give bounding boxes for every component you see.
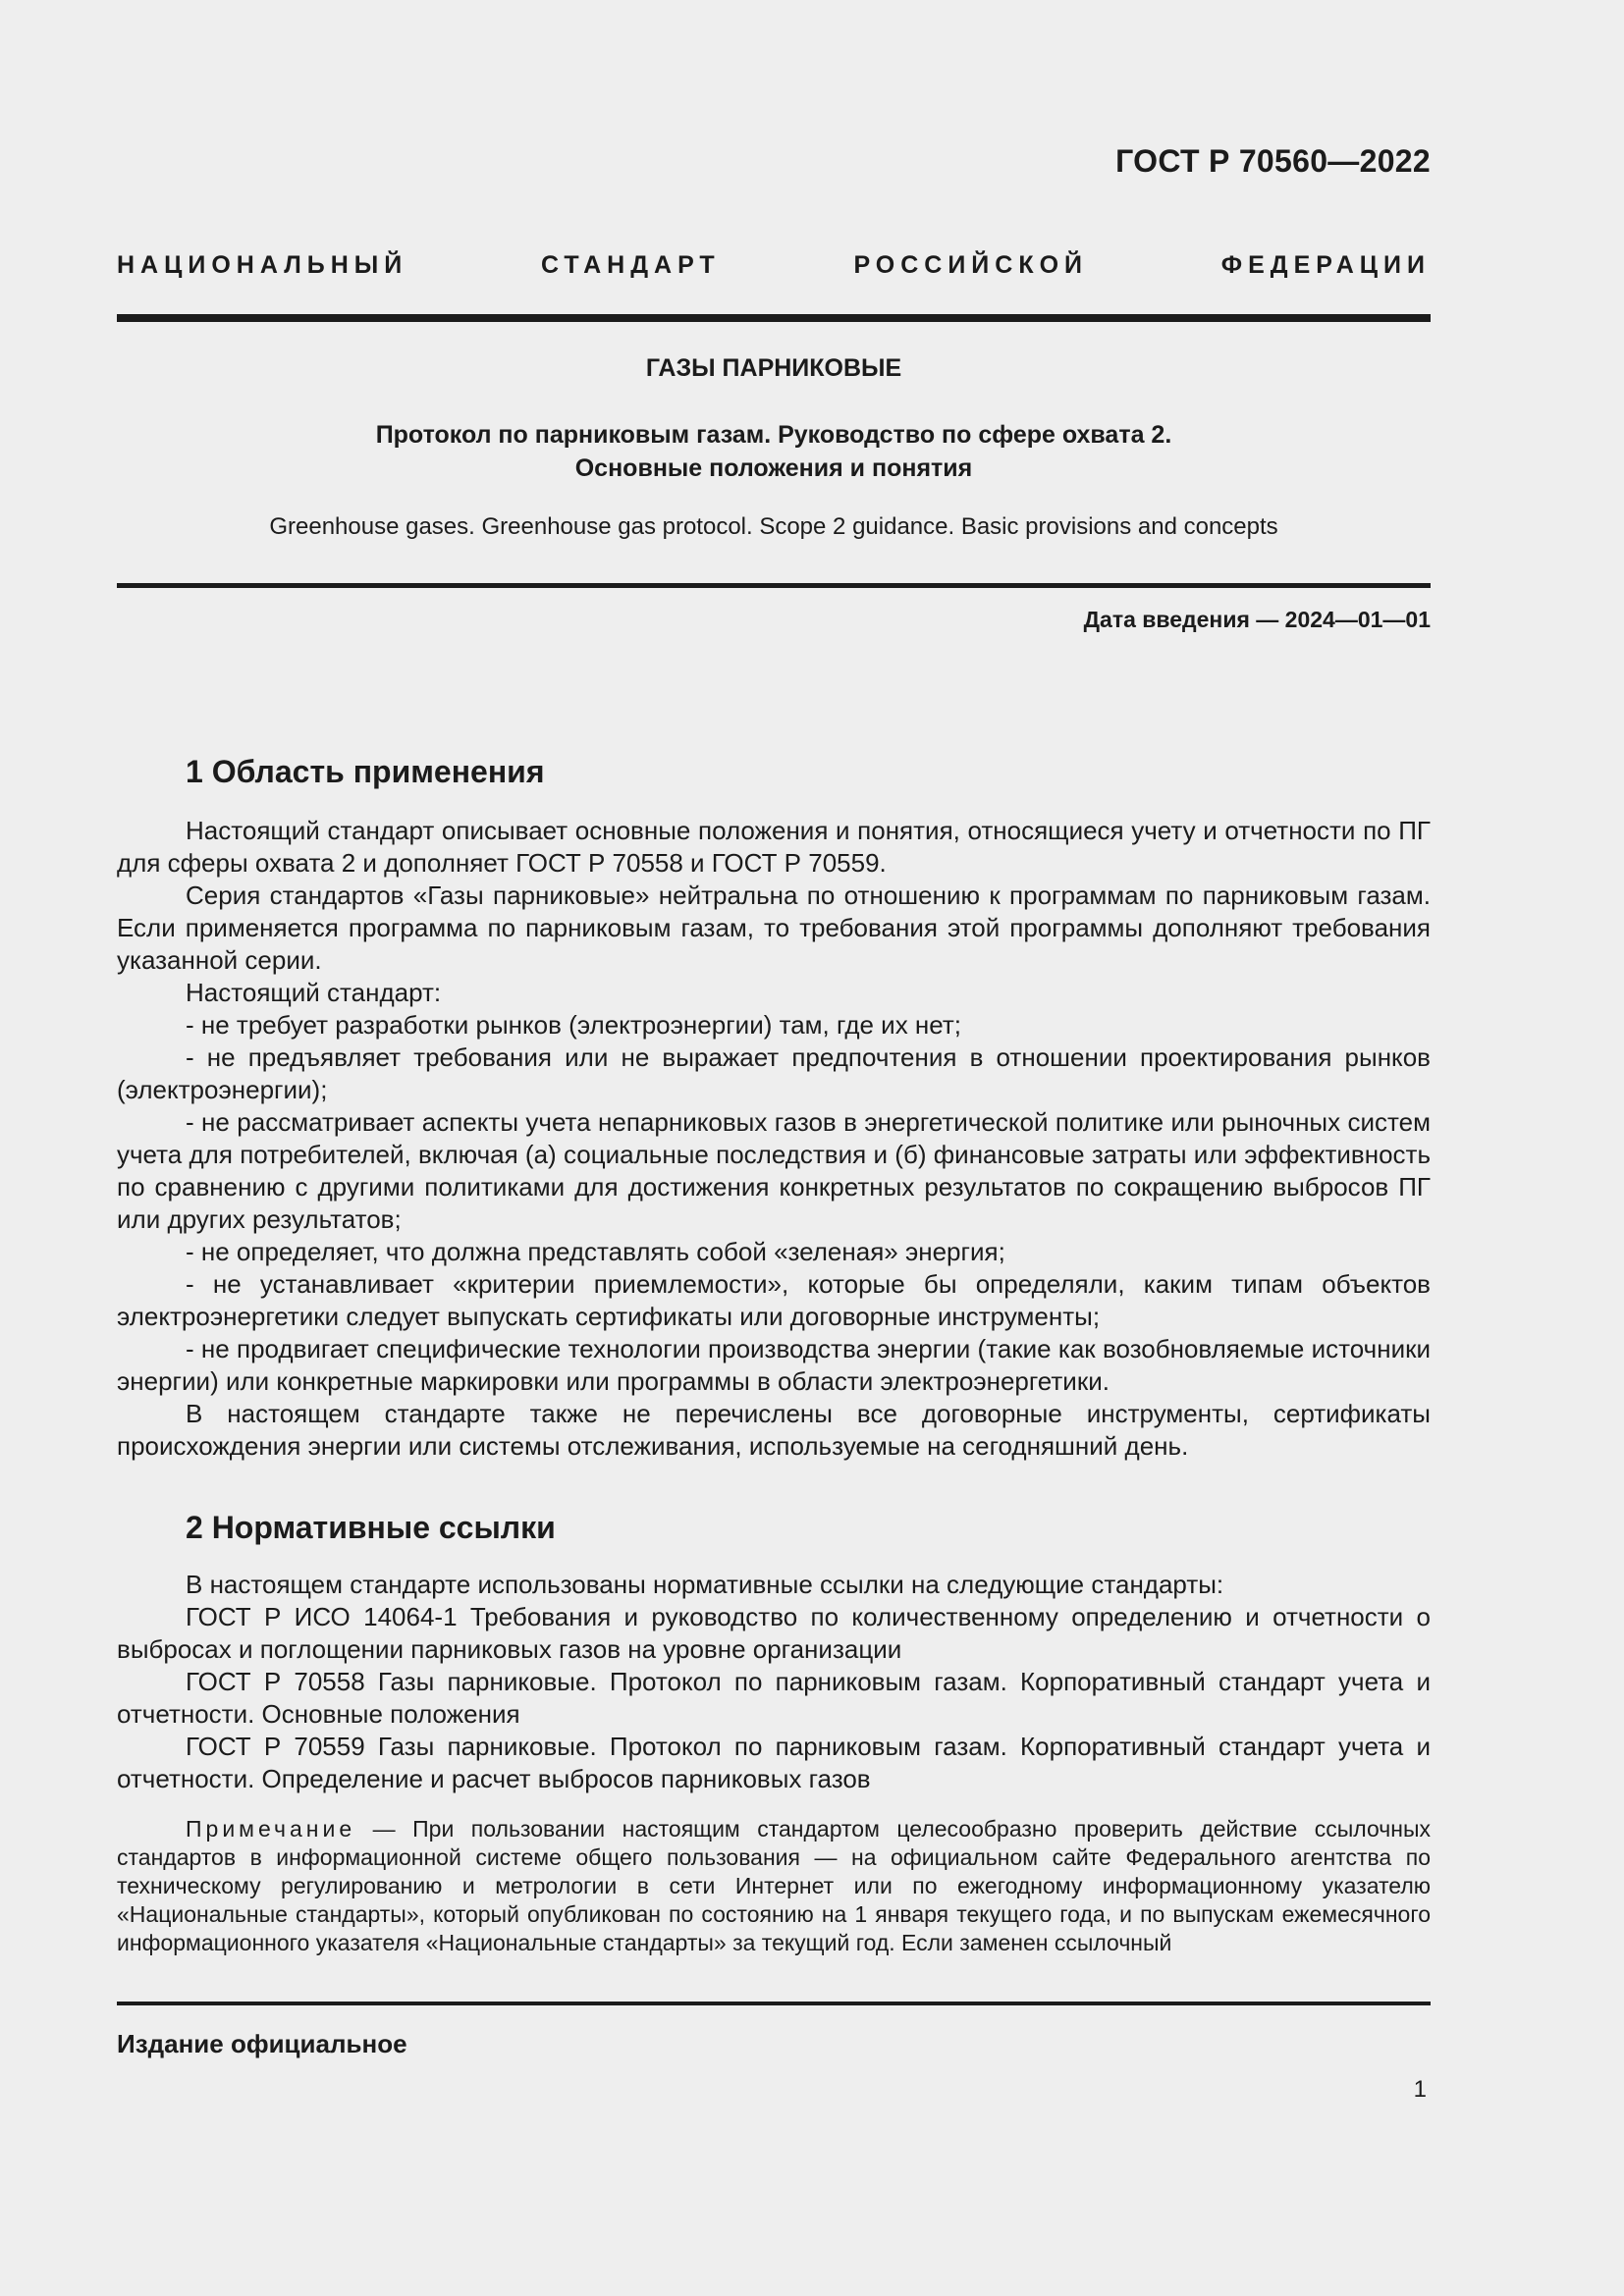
list-item: - не определяет, что должна представлять собой «зеленая» энергия;: [186, 1237, 1005, 1266]
english-title: Greenhouse gases. Greenhouse gas protocol. Scope 2 guidance. Basic provisions and concepts: [269, 513, 1278, 540]
standard-designation: ГОСТ Р 70560—2022: [1115, 143, 1431, 179]
note-label: Примечание: [186, 1816, 356, 1842]
official-edition-label: Издание официальное: [117, 2029, 407, 2058]
subtitle-line-1: Протокол по парниковым газам. Руководство по сфере охвата 2.: [375, 421, 1172, 449]
paragraph: Настоящий стандарт:: [186, 978, 442, 1007]
document-subtitle: [117, 418, 1431, 485]
paragraph: Серия стандартов «Газы парниковые» нейтральна по отношению к программам по парниковым газам. Если применяется программа по парниковым газам, то требования этой программы дополняют требования указанной серии.: [117, 881, 1431, 975]
paragraph: В настоящем стандарте использованы нормативные ссылки на следующие стандарты:: [186, 1570, 1224, 1599]
reference-item: ГОСТ Р ИСО 14064-1 Требования и руководство по количественному определению и отчетности о выбросах и поглощении парниковых газов на уровне организации: [117, 1602, 1431, 1664]
document-page: [117, 0, 1431, 2296]
title-rule: [117, 583, 1431, 588]
reference-item: ГОСТ Р 70558 Газы парниковые. Протокол по парниковым газам. Корпоративный стандарт учета и отчетности. Основные положения: [117, 1667, 1431, 1729]
page-number: 1: [1413, 2076, 1427, 2103]
section-2-note: [117, 1815, 1431, 1957]
introduction-date: Дата введения — 2024—01—01: [1083, 607, 1431, 632]
list-item: - не рассматривает аспекты учета непарниковых газов в энергетической политике или рыночных систем учета для потребителей, включая (а) социальные последствия и (б) финансовые затраты или эффективность по сравнению с другими политиками для достижения конкретных результатов по сокращению выбросов ПГ или других результатов;: [117, 1107, 1431, 1234]
national-standard-banner: НАЦИОНАЛЬНЫЙ СТАНДАРТ РОССИЙСКОЙ ФЕДЕРАЦИИ: [117, 251, 1431, 279]
section-1-body: [117, 815, 1431, 1463]
subtitle-line-2: Основные положения и понятия: [574, 454, 973, 482]
document-title: ГАЗЫ ПАРНИКОВЫЕ: [645, 354, 902, 382]
section-1-heading: 1 Область применения: [186, 754, 545, 789]
reference-item: ГОСТ Р 70559 Газы парниковые. Протокол по парниковым газам. Корпоративный стандарт учета и отчетности. Определение и расчет выбросов парниковых газов: [117, 1732, 1431, 1793]
header-rule: [117, 314, 1431, 322]
section-2-body: [117, 1569, 1431, 1795]
list-item: - не предъявляет требования или не выражает предпочтения в отношении проектирования рынков (электроэнергии);: [117, 1042, 1431, 1104]
note-paragraph: [117, 1815, 1431, 1957]
list-item: - не устанавливает «критерии приемлемости», которые бы определяли, каким типам объектов электроэнергетики следует выпускать сертификаты или договорные инструменты;: [117, 1269, 1431, 1331]
note-text: — При пользовании настоящим стандартом целесообразно проверить действие ссылочных стандартов в информационной системе общего пользования — на официальном сайте Федерального агентства по техническому регулированию и метрологии в сети Интернет или по ежегодному информационному указателю «Национальные стандарты», который опубликован по состоянию на 1 января текущего года, и по выпускам ежемесячного информационного указателя «Национальные стандарты» за текущий год. Если заменен ссылочный: [117, 1816, 1431, 1955]
footer-rule: [117, 2002, 1431, 2005]
paragraph: Настоящий стандарт описывает основные положения и понятия, относящиеся учету и отчетности по ПГ для сферы охвата 2 и дополняет ГОСТ Р 70558 и ГОСТ Р 70559.: [117, 816, 1431, 878]
paragraph: В настоящем стандарте также не перечислены все договорные инструменты, сертификаты происхождения энергии или системы отслеживания, используемые на сегодняшний день.: [117, 1399, 1431, 1461]
section-2-heading: 2 Нормативные ссылки: [186, 1510, 556, 1545]
list-item: - не требует разработки рынков (электроэнергии) там, где их нет;: [186, 1010, 962, 1040]
list-item: - не продвигает специфические технологии производства энергии (такие как возобновляемые источники энергии) или конкретные маркировки или программы в области электроэнергетики.: [117, 1334, 1431, 1396]
